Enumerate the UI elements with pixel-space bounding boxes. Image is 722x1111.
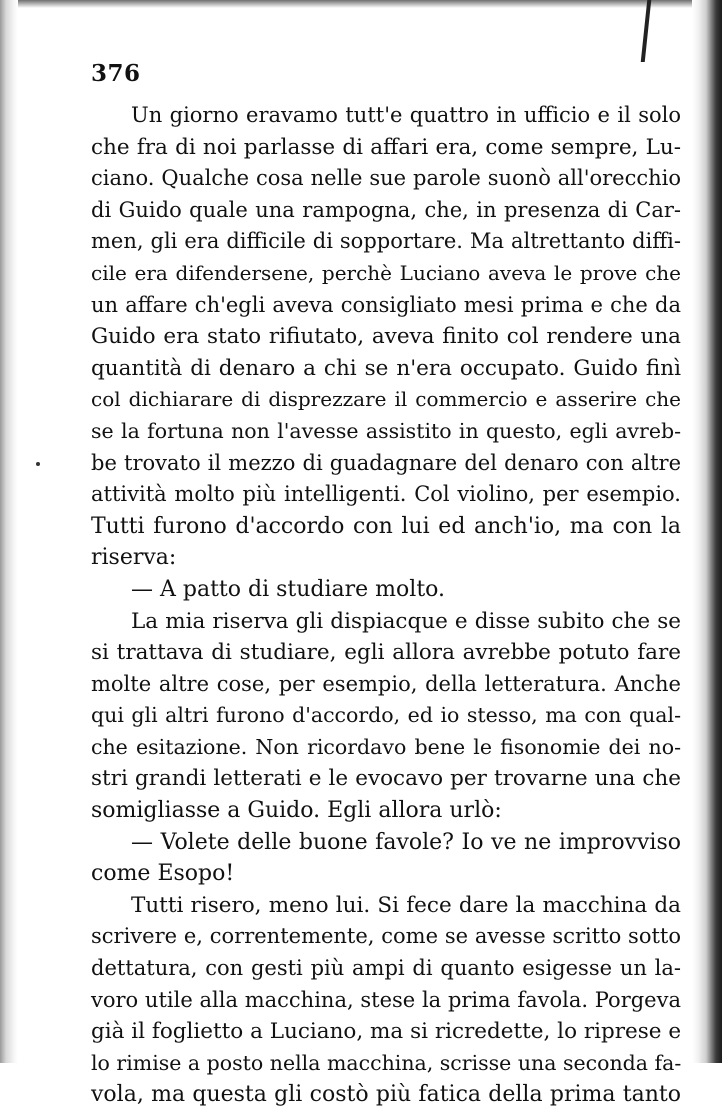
- scan-left-edge: [0, 0, 18, 1063]
- text-line: che fra di noi parlasse di affari era, come sempre, Lu-: [91, 134, 681, 160]
- text-line: be trovato il mezzo di guadagnare del denaro con altre: [91, 450, 681, 475]
- margin-dot: [36, 462, 40, 466]
- text-line: se la fortuna non l'avesse assistito in questo, egli avreb-: [91, 418, 681, 443]
- text-line: cile era difendersene, perchè Luciano aveva le prove che: [91, 260, 681, 285]
- text-line: Tutti furono d'accordo con lui ed anch'io, ma con la: [91, 513, 681, 539]
- text-line: — Volete delle buone favole? Io ve ne improvviso: [131, 829, 681, 855]
- text-line: vola, ma questa gli costò più fatica della prima tanto: [91, 1082, 681, 1108]
- text-line: qui gli altri furono d'accordo, ed io stesso, ma con qual-: [91, 703, 681, 728]
- text-line: riserva:: [91, 545, 177, 571]
- text-line: attività molto più intelligenti. Col violino, per esempio.: [91, 482, 681, 507]
- text-line: molte altre cose, per esempio, della letteratura. Anche: [91, 671, 681, 696]
- text-line: Un giorno eravamo tutt'e quattro in ufficio e il solo: [131, 103, 681, 127]
- text-line: dettatura, con gesti più ampi di quanto esigesse un la-: [91, 956, 681, 981]
- text-line: voro utile alla macchina, stese la prima favola. Porgeva: [91, 987, 681, 1012]
- text-line: come Esopo!: [91, 861, 235, 887]
- text-line: — A patto di studiare molto.: [131, 576, 446, 602]
- text-line: men, gli era difficile di sopportare. Ma altrettanto diffi-: [91, 229, 681, 254]
- text-line: che esitazione. Non ricordavo bene le fisonomie dei no-: [91, 734, 681, 759]
- text-line: un affare ch'egli aveva consigliato mesi prima e che da: [91, 292, 681, 317]
- text-line: Guido era stato rifiutato, aveva finito col rendere una: [91, 324, 681, 350]
- text-line: già il foglietto a Luciano, ma si ricredette, lo riprese e: [91, 1019, 682, 1045]
- text-line: Tutti risero, meno lui. Si fece dare la macchina da: [131, 892, 681, 918]
- text-line: somigliasse a Guido. Egli allora urlò:: [91, 798, 502, 824]
- page-mark: [641, 0, 652, 62]
- text-line: lo rimise a posto nella macchina, scrisse una seconda fa-: [91, 1050, 682, 1075]
- text-line: La mia riserva gli dispiacque e disse subito che se: [131, 608, 681, 634]
- scan-top-edge: [0, 0, 722, 8]
- text-line: stri grandi letterati e le evocavo per trovarne una che: [91, 766, 681, 792]
- text-line: quantità di denaro a chi se n'era occupato. Guido finì: [91, 355, 681, 381]
- page-number: 376: [91, 60, 141, 87]
- text-line: di Guido quale una rampogna, che, in presenza di Car-: [91, 197, 681, 222]
- text-line: ciano. Qualche cosa nelle sue parole suonò all'orecchio: [91, 166, 681, 191]
- text-line: si trattava di studiare, egli allora avrebbe potuto fare: [91, 640, 681, 666]
- scan-right-edge: [692, 0, 722, 1063]
- body-text: [91, 100, 681, 1111]
- text-line: col dichiarare di disprezzare il commercio e asserire che: [91, 387, 681, 412]
- text-line: scrivere e, correntemente, come se avesse scritto sotto: [91, 924, 681, 949]
